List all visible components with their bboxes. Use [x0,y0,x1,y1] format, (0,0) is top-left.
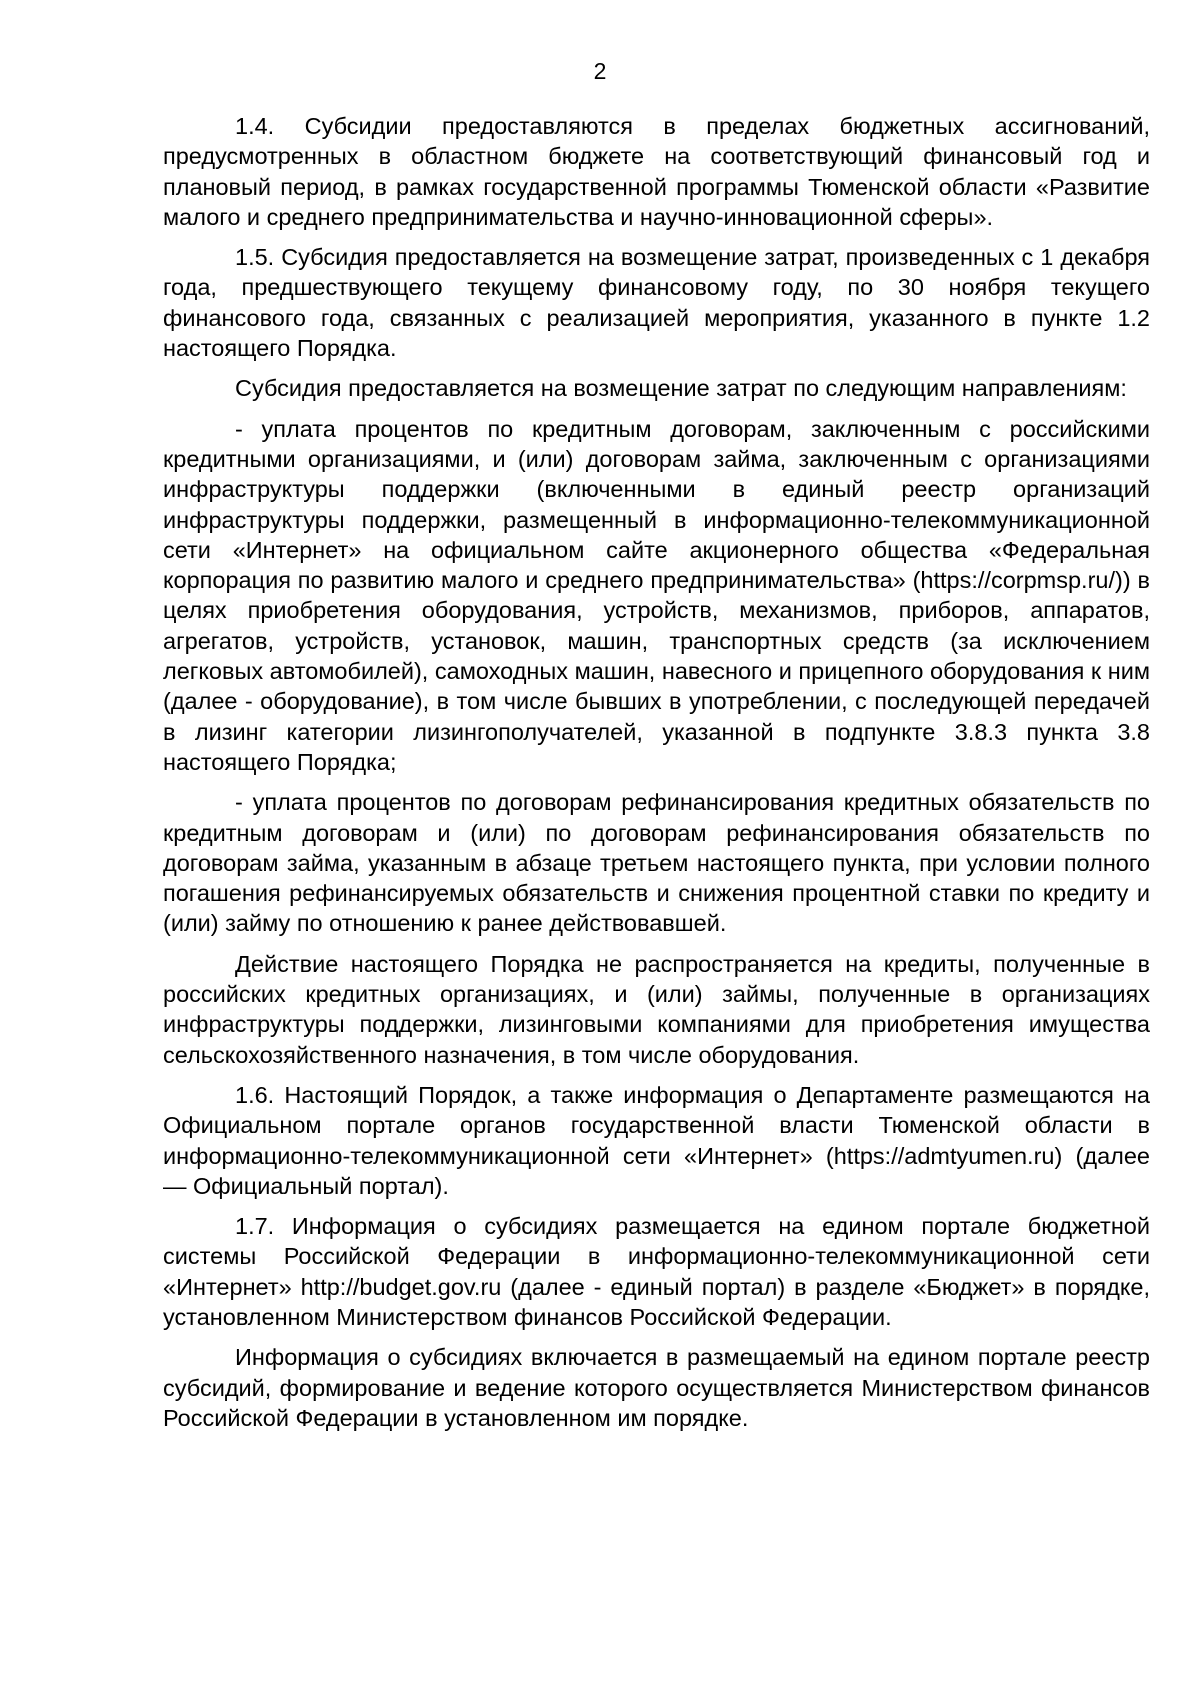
paragraph-exclusions: Действие настоящего Порядка не распространяется на кредиты, полученные в российских кредитных организациях, и (или) займы, полученные в организациях инфраструктуры поддержки, лизинговыми компаниями для приобретения имущества сельскохозяйственного назначения, в том числе оборудования. [163,950,1150,1068]
paragraph-directions-intro: Субсидия предоставляется на возмещение затрат по следующим направлениям: [235,375,1127,402]
paragraph-registry: Информация о субсидиях включается в размещаемый на едином портале реестр субсидий, формирование и ведение которого осуществляется Министерством финансов Российской Федерации в установленном им порядке. [163,1344,1150,1431]
list-item-credit-interest: - уплата процентов по кредитным договорам, заключенным с российскими кредитными организациями, и (или) договорам займа, заключенным с организациями инфраструктуры поддержки (включенными в единый реестр организаций инфраструктуры поддержки, размещенный в информационно-телекоммуникационной сети «Интернет» на официальном сайте акционерного общества «Федеральная корпорация по развитию малого и среднего предпринимательства» (https://corpmsp.ru/)) в целях приобретения оборудования, устройств, механизмов, приборов, аппаратов, агрегатов, устройств, установок, машин, транспортных средств (за исключением легковых автомобилей), самоходных машин, навесного и прицепного оборудования к ним (далее - оборудование), в том числе бывших в употреблении, с последующей передачей в лизинг категории лизингополучателей, указанной в подпункте 3.8.3 пункта 3.8 настоящего Порядка; [163,415,1150,775]
paragraph-1-5: 1.5. Субсидия предоставляется на возмещение затрат, произведенных с 1 декабря года, предшествующего текущему финансовому году, по 30 ноября текущего финансового года, связанных с реализацией мероприятия, указанного в пункте 1.2 настоящего Порядка. [163,244,1150,362]
paragraph-1-7: 1.7. Информация о субсидиях размещается на едином портале бюджетной системы Российской Федерации в информационно-телекоммуникационной сети «Интернет» http://budget.gov.ru (далее - единый портал) в разделе «Бюджет» в порядке, установленном Министерством финансов Российской Федерации. [163,1213,1150,1330]
document-body [163,111,1150,1443]
list-item-refinancing-interest: - уплата процентов по договорам рефинансирования кредитных обязательств по кредитным договорам и (или) по договорам рефинансирования обязательств по договорам займа, указанным в абзаце третьем настоящего пункта, при условии полного погашения рефинансируемых обязательств и снижения процентной ставки по кредиту и (или) займу по отношению к ранее действовавшей. [163,789,1150,937]
paragraph-1-6: 1.6. Настоящий Порядок, а также информация о Департаменте размещаются на Официальном портале органов государственной власти Тюменской области в информационно-телекоммуникационной сети «Интернет» (https://admtyumen.ru) (далее — Официальный портал). [163,1081,1150,1199]
page-number: 2 [593,58,607,84]
paragraph-1-4: 1.4. Субсидии предоставляются в пределах бюджетных ассигнований, предусмотренных в областном бюджете на соответствующий финансовый год и плановый период, в рамках государственной программы Тюменской области «Развитие малого и среднего предпринимательства и научно-инновационной сферы». [163,113,1150,230]
